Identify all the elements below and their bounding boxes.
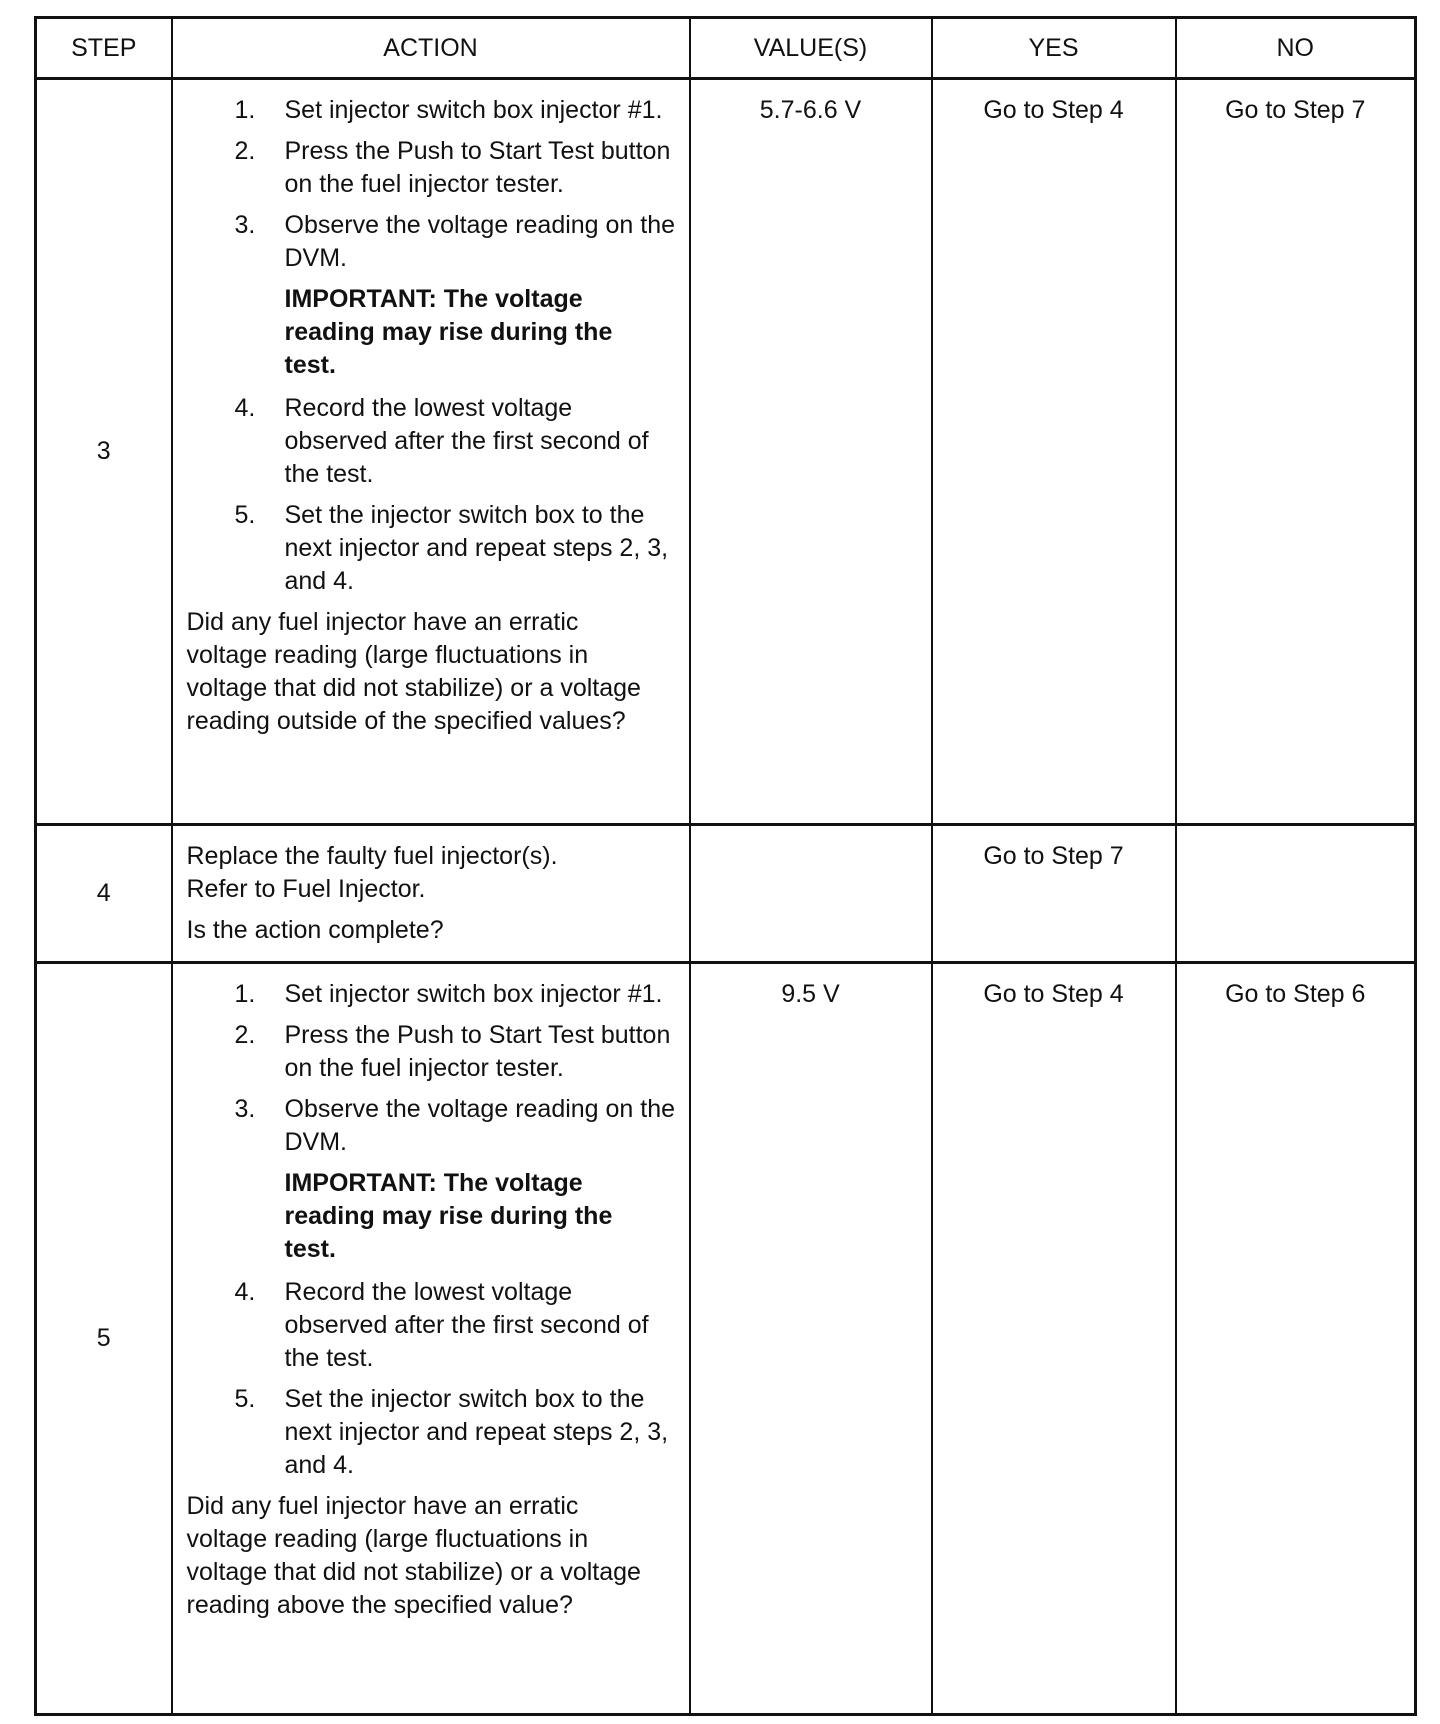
action-step-number: 3. xyxy=(234,211,256,239)
header-row xyxy=(36,18,1416,79)
action-step xyxy=(235,392,677,491)
action-steps xyxy=(187,94,677,275)
action-line: Refer to Fuel Injector. xyxy=(186,875,426,903)
action-step-text: Set injector switch box injector #1. xyxy=(284,980,663,1008)
important-note: IMPORTANT: The voltage reading may rise during the test. xyxy=(284,1169,613,1263)
action-cell xyxy=(172,825,690,963)
no-cell: Go to Step 7 xyxy=(1176,79,1416,825)
step-number: 5 xyxy=(36,963,172,1715)
action-step-number: 2. xyxy=(234,137,256,165)
action-step-text: Press the Push to Start Test button on the fuel injector tester. xyxy=(284,137,671,198)
action-step-text: Set the injector switch box to the next injector and repeat steps 2, 3, and 4. xyxy=(284,501,669,595)
action-steps-continued xyxy=(187,1276,677,1482)
header-action: ACTION xyxy=(172,18,690,79)
action-question: Did any fuel injector have an erratic voltage reading (large fluctuations in voltage that did not stabilize) or a voltage reading above the specified value? xyxy=(186,1492,641,1619)
action-step-text: Set injector switch box injector #1. xyxy=(284,96,663,124)
action-line: Replace the faulty fuel injector(s). xyxy=(186,842,558,870)
action-step-text: Record the lowest voltage observed after the first second of the test. xyxy=(284,1278,649,1372)
action-steps-continued xyxy=(187,392,677,598)
action-step-number: 2. xyxy=(234,1021,256,1049)
action-step-text: Observe the voltage reading on the DVM. xyxy=(284,211,676,272)
table-row-step-5 xyxy=(36,963,1416,1715)
no-cell xyxy=(1176,825,1416,963)
action-step xyxy=(235,499,677,598)
action-step xyxy=(235,94,677,127)
action-question: Is the action complete? xyxy=(186,916,444,944)
action-step-text: Set the injector switch box to the next injector and repeat steps 2, 3, and 4. xyxy=(284,1385,669,1479)
action-step xyxy=(235,1276,677,1375)
value-cell: 5.7-6.6 V xyxy=(690,79,932,825)
action-question: Did any fuel injector have an erratic voltage reading (large fluctuations in voltage that did not stabilize) or a voltage reading outside of the specified values? xyxy=(186,608,641,735)
action-step-number: 5. xyxy=(234,501,256,529)
important-note: IMPORTANT: The voltage reading may rise during the test. xyxy=(284,285,613,379)
yes-cell: Go to Step 7 xyxy=(932,825,1176,963)
action-step-text: Press the Push to Start Test button on the fuel injector tester. xyxy=(284,1021,671,1082)
header-step: STEP xyxy=(36,18,172,79)
value-cell xyxy=(690,825,932,963)
action-step-text: Observe the voltage reading on the DVM. xyxy=(284,1095,676,1156)
diagnostic-document xyxy=(34,16,1414,1716)
table-row-step-3 xyxy=(36,79,1416,825)
value-cell: 9.5 V xyxy=(690,963,932,1715)
header-no: NO xyxy=(1176,18,1416,79)
action-step xyxy=(235,1383,677,1482)
action-step xyxy=(235,1093,677,1159)
action-step-number: 4. xyxy=(234,394,256,422)
action-steps xyxy=(187,978,677,1159)
action-step xyxy=(235,1019,677,1085)
header-values: VALUE(S) xyxy=(690,18,932,79)
diagnostic-table xyxy=(34,16,1417,1716)
yes-cell: Go to Step 4 xyxy=(932,963,1176,1715)
action-step xyxy=(235,209,677,275)
action-cell xyxy=(172,79,690,825)
header-yes: YES xyxy=(932,18,1176,79)
action-step-number: 3. xyxy=(234,1095,256,1123)
step-number: 3 xyxy=(36,79,172,825)
action-step-text: Record the lowest voltage observed after the first second of the test. xyxy=(284,394,649,488)
action-step-number: 1. xyxy=(234,96,256,124)
yes-cell: Go to Step 4 xyxy=(932,79,1176,825)
action-step xyxy=(235,978,677,1011)
action-step-number: 4. xyxy=(234,1278,256,1306)
step-number: 4 xyxy=(36,825,172,963)
no-cell: Go to Step 6 xyxy=(1176,963,1416,1715)
action-step xyxy=(235,135,677,201)
action-step-number: 5. xyxy=(234,1385,256,1413)
action-step-number: 1. xyxy=(234,980,256,1008)
table-row-step-4 xyxy=(36,825,1416,963)
action-cell xyxy=(172,963,690,1715)
